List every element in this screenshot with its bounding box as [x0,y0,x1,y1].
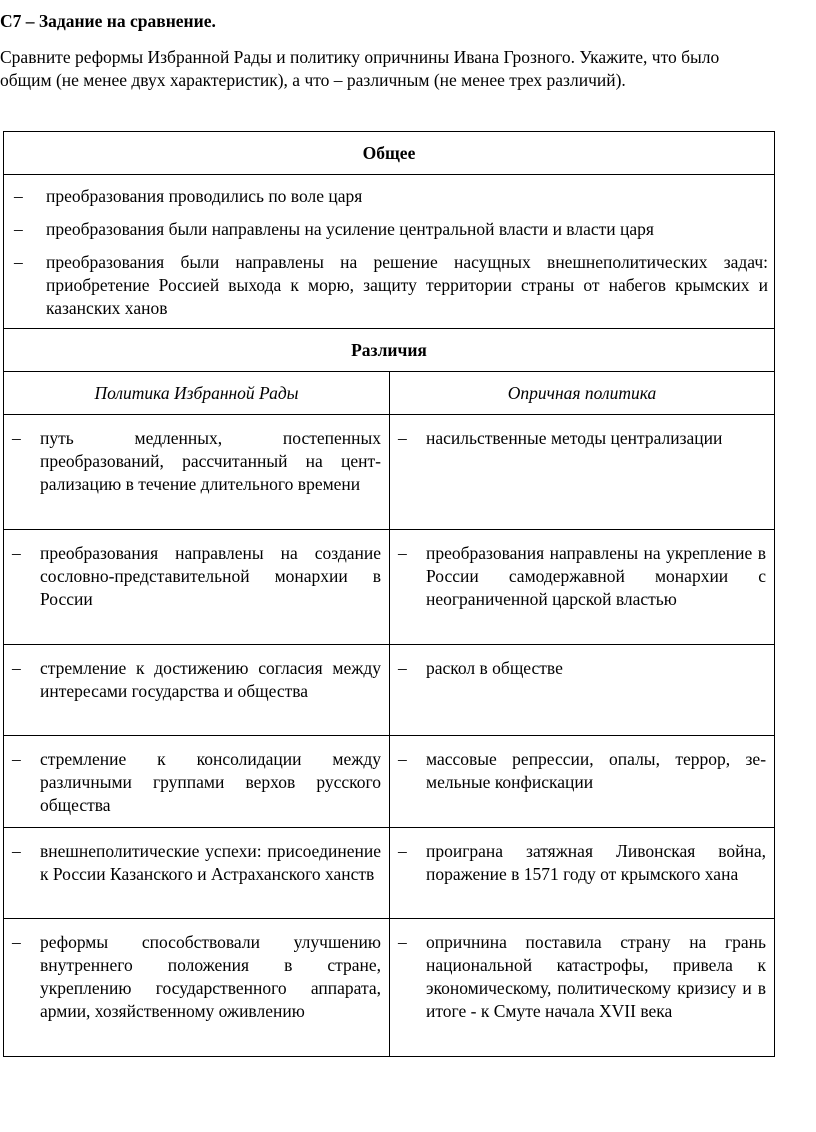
common-item-text: преобразования были направлены на решение насущных внешнеполитических задач: приобретение Россией выхода к морю, защиту территории страны от набегов крымских и казанских ханов [46,252,769,318]
bullet-dash: – [12,841,21,861]
left-cell [4,828,390,919]
table-row [4,828,775,919]
bullet-dash: – [12,749,21,769]
left-cell [4,919,390,1057]
bullet-dash: – [398,749,407,769]
column-header-right: Опричная политика [390,372,775,415]
column-header-left: Политика Избранной Рады [4,372,390,415]
differences-header: Различия [4,329,775,372]
bullet-dash: – [398,658,407,678]
bullet-dash: – [12,658,21,678]
common-item-text: преобразования проводились по воле царя [46,186,363,206]
bullet-dash: – [14,252,23,272]
right-cell [390,919,775,1057]
right-cell [390,530,775,645]
bullet-dash: – [398,841,407,861]
common-item [10,185,768,208]
bullet-dash: – [12,543,21,563]
bullet-dash: – [14,219,23,239]
table-row [4,736,775,828]
left-cell-text: стремление к консолидации между различными группами верхов русского общества [40,749,381,815]
left-cell-text: преобразования направлены на создание сословно-представительной монархии в России [40,543,381,609]
left-cell [4,645,390,736]
right-cell-text: насильственные методы централизации [426,428,723,448]
bullet-dash: – [398,543,407,563]
task-line: Сравните реформы Избранной Рады и политику опричнины Ивана Грозного. Укажите, что было [0,47,720,67]
common-cell [4,175,775,329]
common-item [10,218,768,241]
bullet-dash: – [12,932,21,952]
right-cell-text: преобразования направлены на укрепление в России самодержавной монархии с неограниченной царской властью [426,543,767,609]
right-cell-text: проиграна затяжная Ливонская война, поражение в 1571 году от крымского хана [426,841,767,884]
task-text [0,46,816,92]
bullet-dash: – [398,428,407,448]
left-cell [4,415,390,530]
bullet-dash: – [14,186,23,206]
left-cell-text: путь медленных, постепенных преобразований, рассчитанный на централизацию в течение длительного времени [40,428,381,494]
table-row [4,415,775,530]
task-heading: С7 – Задание на сравнение. [0,11,216,31]
right-cell [390,645,775,736]
common-header: Общее [4,132,775,175]
right-cell-text: раскол в обществе [426,658,563,678]
right-cell [390,828,775,919]
common-item [10,251,768,320]
common-item-text: преобразования были направлены на усиление центральной власти и власти царя [46,219,654,239]
left-cell-text: стремление к достижению согласия между интересами государства и общества [40,658,381,701]
comparison-table [3,131,775,1057]
bullet-dash: – [12,428,21,448]
left-cell-text: реформы способствовали улучшению внутреннего положения в стране, укреплению государственного аппарата, армии, хозяйственному оживлению [40,932,381,1021]
right-cell-text: опричнина поставила страну на грань национальной катастрофы, привела к экономическому, политическому кризису и в итоге - к Смуте начала XVII века [426,932,767,1021]
bullet-dash: – [398,932,407,952]
task-line: общим (не менее двух характеристик), а что – различным (не менее трех различий). [0,70,626,90]
left-cell [4,736,390,828]
right-cell-text: массовые репрессии, опалы, террор, земельные конфискации [426,749,767,792]
table-row [4,530,775,645]
right-cell [390,415,775,530]
table-row [4,919,775,1057]
right-cell [390,736,775,828]
left-cell-text: внешнеполитические успехи: присоединение к России Казанского и Астраханского ханств [40,841,381,884]
table-row [4,645,775,736]
left-cell [4,530,390,645]
